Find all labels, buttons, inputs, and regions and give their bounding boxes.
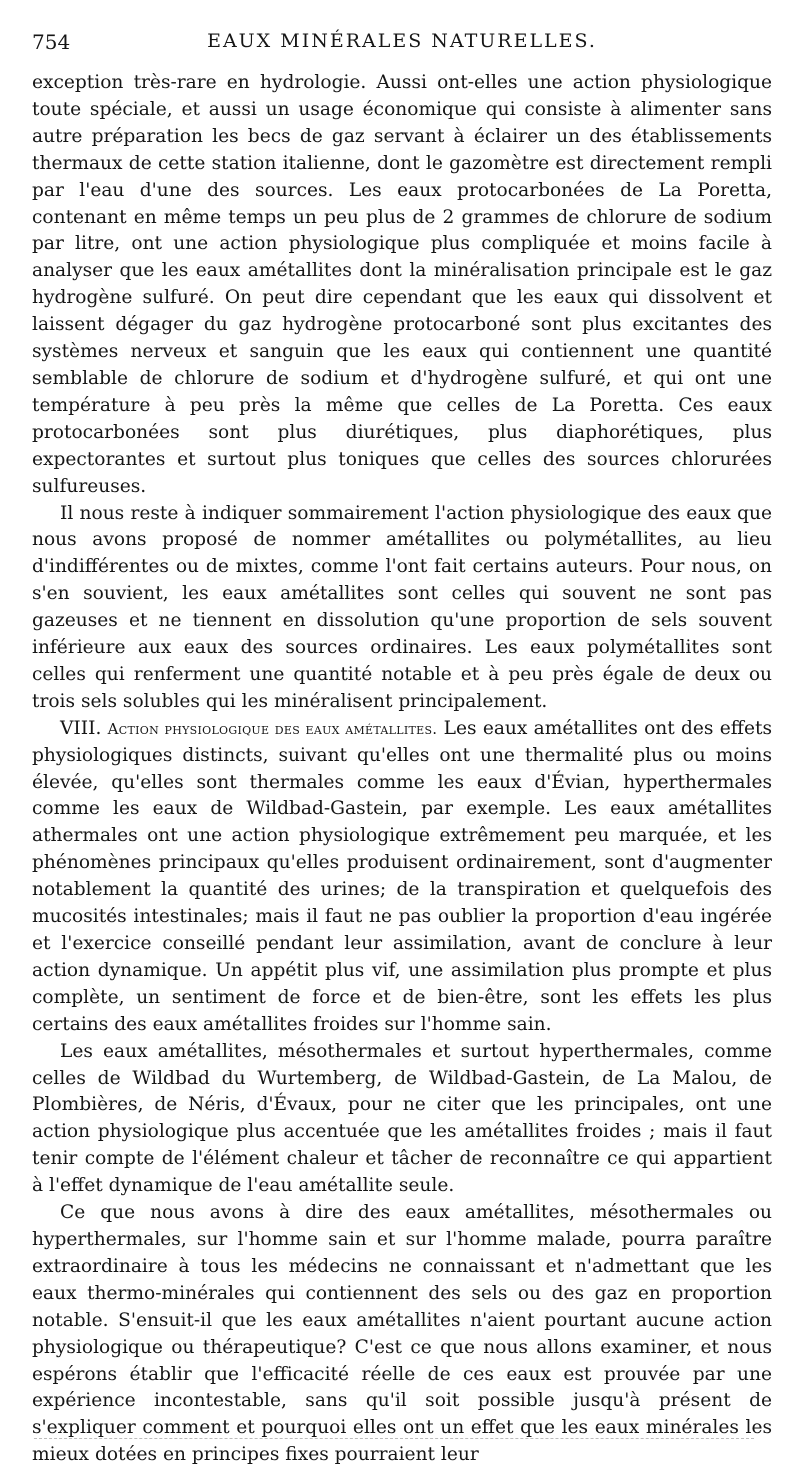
page-number: 754 bbox=[32, 30, 71, 54]
paragraph-1: exception très-rare en hydrologie. Aussi ont-elles une action physiologique toute spéciale, et aussi un usage économique qui consiste à alimenter sans autre préparation les becs de gaz servant à éclairer un des établissements thermaux de cette station italienne, dont le gazomètre est directement rempli par l'eau d'une des sources. Les eaux protocarbonées de La Poretta, contenant en même temps un peu plus de 2 grammes de chlorure de sodium par litre, ont une action physiologique plus compliquée et moins facile à analyser que les eaux amétallites dont la minéralisation principale est le gaz hydrogène sulfuré. On peut dire cependant que les eaux qui dissolvent et laissent dégager du gaz hydrogène protocarboné sont plus excitantes des systèmes nerveux et sanguin que les eaux qui contiennent une quantité semblable de chlorure de sodium et d'hydrogène sulfuré, et qui ont une température à peu près la même que celles de La Poretta. Ces eaux protocarbonées sont plus diurétiques, plus diaphorétiques, plus expectorantes et surtout plus toniques que celles des sources chlorurées sulfureuses. bbox=[32, 72, 772, 497]
paragraph-2: Il nous reste à indiquer sommairement l'action physiologique des eaux que nous avons proposé de nommer amétallites ou polymétallites, au lieu d'indifférentes ou de mixtes, comme l'ont fait certains auteurs. Pour nous, on s'en souvient, les eaux amétallites sont celles qui souvent ne sont pas gazeuses et ne tiennent en dissolution qu'une proportion de sels souvent inférieure aux eaux des sources ordinaires. Les eaux polymétallites sont celles qui renferment une quantité notable et à peu près égale de deux ou trois sels solubles qui les minéralisent principalement. bbox=[32, 502, 772, 712]
book-page bbox=[32, 22, 772, 1469]
paragraph-5: Ce que nous avons à dire des eaux amétallites, mésothermales ou hyperthermales, sur l'homme sain et sur l'homme malade, pourra paraître extraordinaire à tous les médecins ne connaissant et n'admettant que les eaux thermo-minérales qui contiennent des sels ou des gaz en proportion notable. S'ensuit-il que les eaux amétallites n'aient pourtant aucune action physiologique ou thérapeutique? C'est ce que nous allons examiner, et nous espérons établir que l'efficacité réelle de ces eaux est prouvée par une expérience incontestable, sans qu'il soit possible jusqu'à présent de s'expliquer comment et pourquoi elles ont un effet que les eaux minérales les mieux dotées en principes fixes pourraient leur bbox=[32, 1202, 772, 1466]
section-body-text: Les eaux amétallites ont des effets physiologiques distincts, suivant qu'elles ont une thermalité plus ou moins élevée, qu'elles sont thermales comme les eaux d'Évian, hyperthermales comme les eaux de Wildbad-Gastein, par exemple. Les eaux amétallites athermales ont une action physiologique extrêmement peu marquée, et les phénomènes principaux qu'elles produisent ordinairement, sont d'augmenter notablement la quantité des urines; de la transpiration et quelquefois des mucosités intestinales; mais il faut ne pas oublier la proportion d'eau ingérée et l'exercice conseillé pendant leur assimilation, avant de conclure à leur action dynamique. Un appétit plus vif, une assimilation plus prompte et plus complète, un sentiment de force et de bien-être, sont les effets les plus certains des eaux amétallites froides sur l'homme sain. bbox=[32, 717, 772, 1035]
paragraph-4: Les eaux amétallites, mésothermales et surtout hyperthermales, comme celles de Wildbad du Wurtemberg, de Wildbad-Gastein, de La Malou, de Plombières, de Néris, d'Évaux, pour ne citer que les principales, ont une action physiologique plus accentuée que les amétallites froides ; mais il faut tenir compte de l'élément chaleur et tâcher de reconnaître ce qui appartient à l'effet dynamique de l'eau amétallite seule. bbox=[32, 1040, 772, 1197]
section-number: VIII. bbox=[60, 717, 102, 739]
page-header bbox=[32, 22, 772, 52]
running-title: EAUX MINÉRALES NATURELLES. bbox=[207, 30, 597, 52]
bottom-rule bbox=[34, 1438, 754, 1439]
section-title: Action physiologique des eaux amétallites. bbox=[107, 719, 438, 738]
paragraph-3-section-viii bbox=[32, 716, 772, 1039]
